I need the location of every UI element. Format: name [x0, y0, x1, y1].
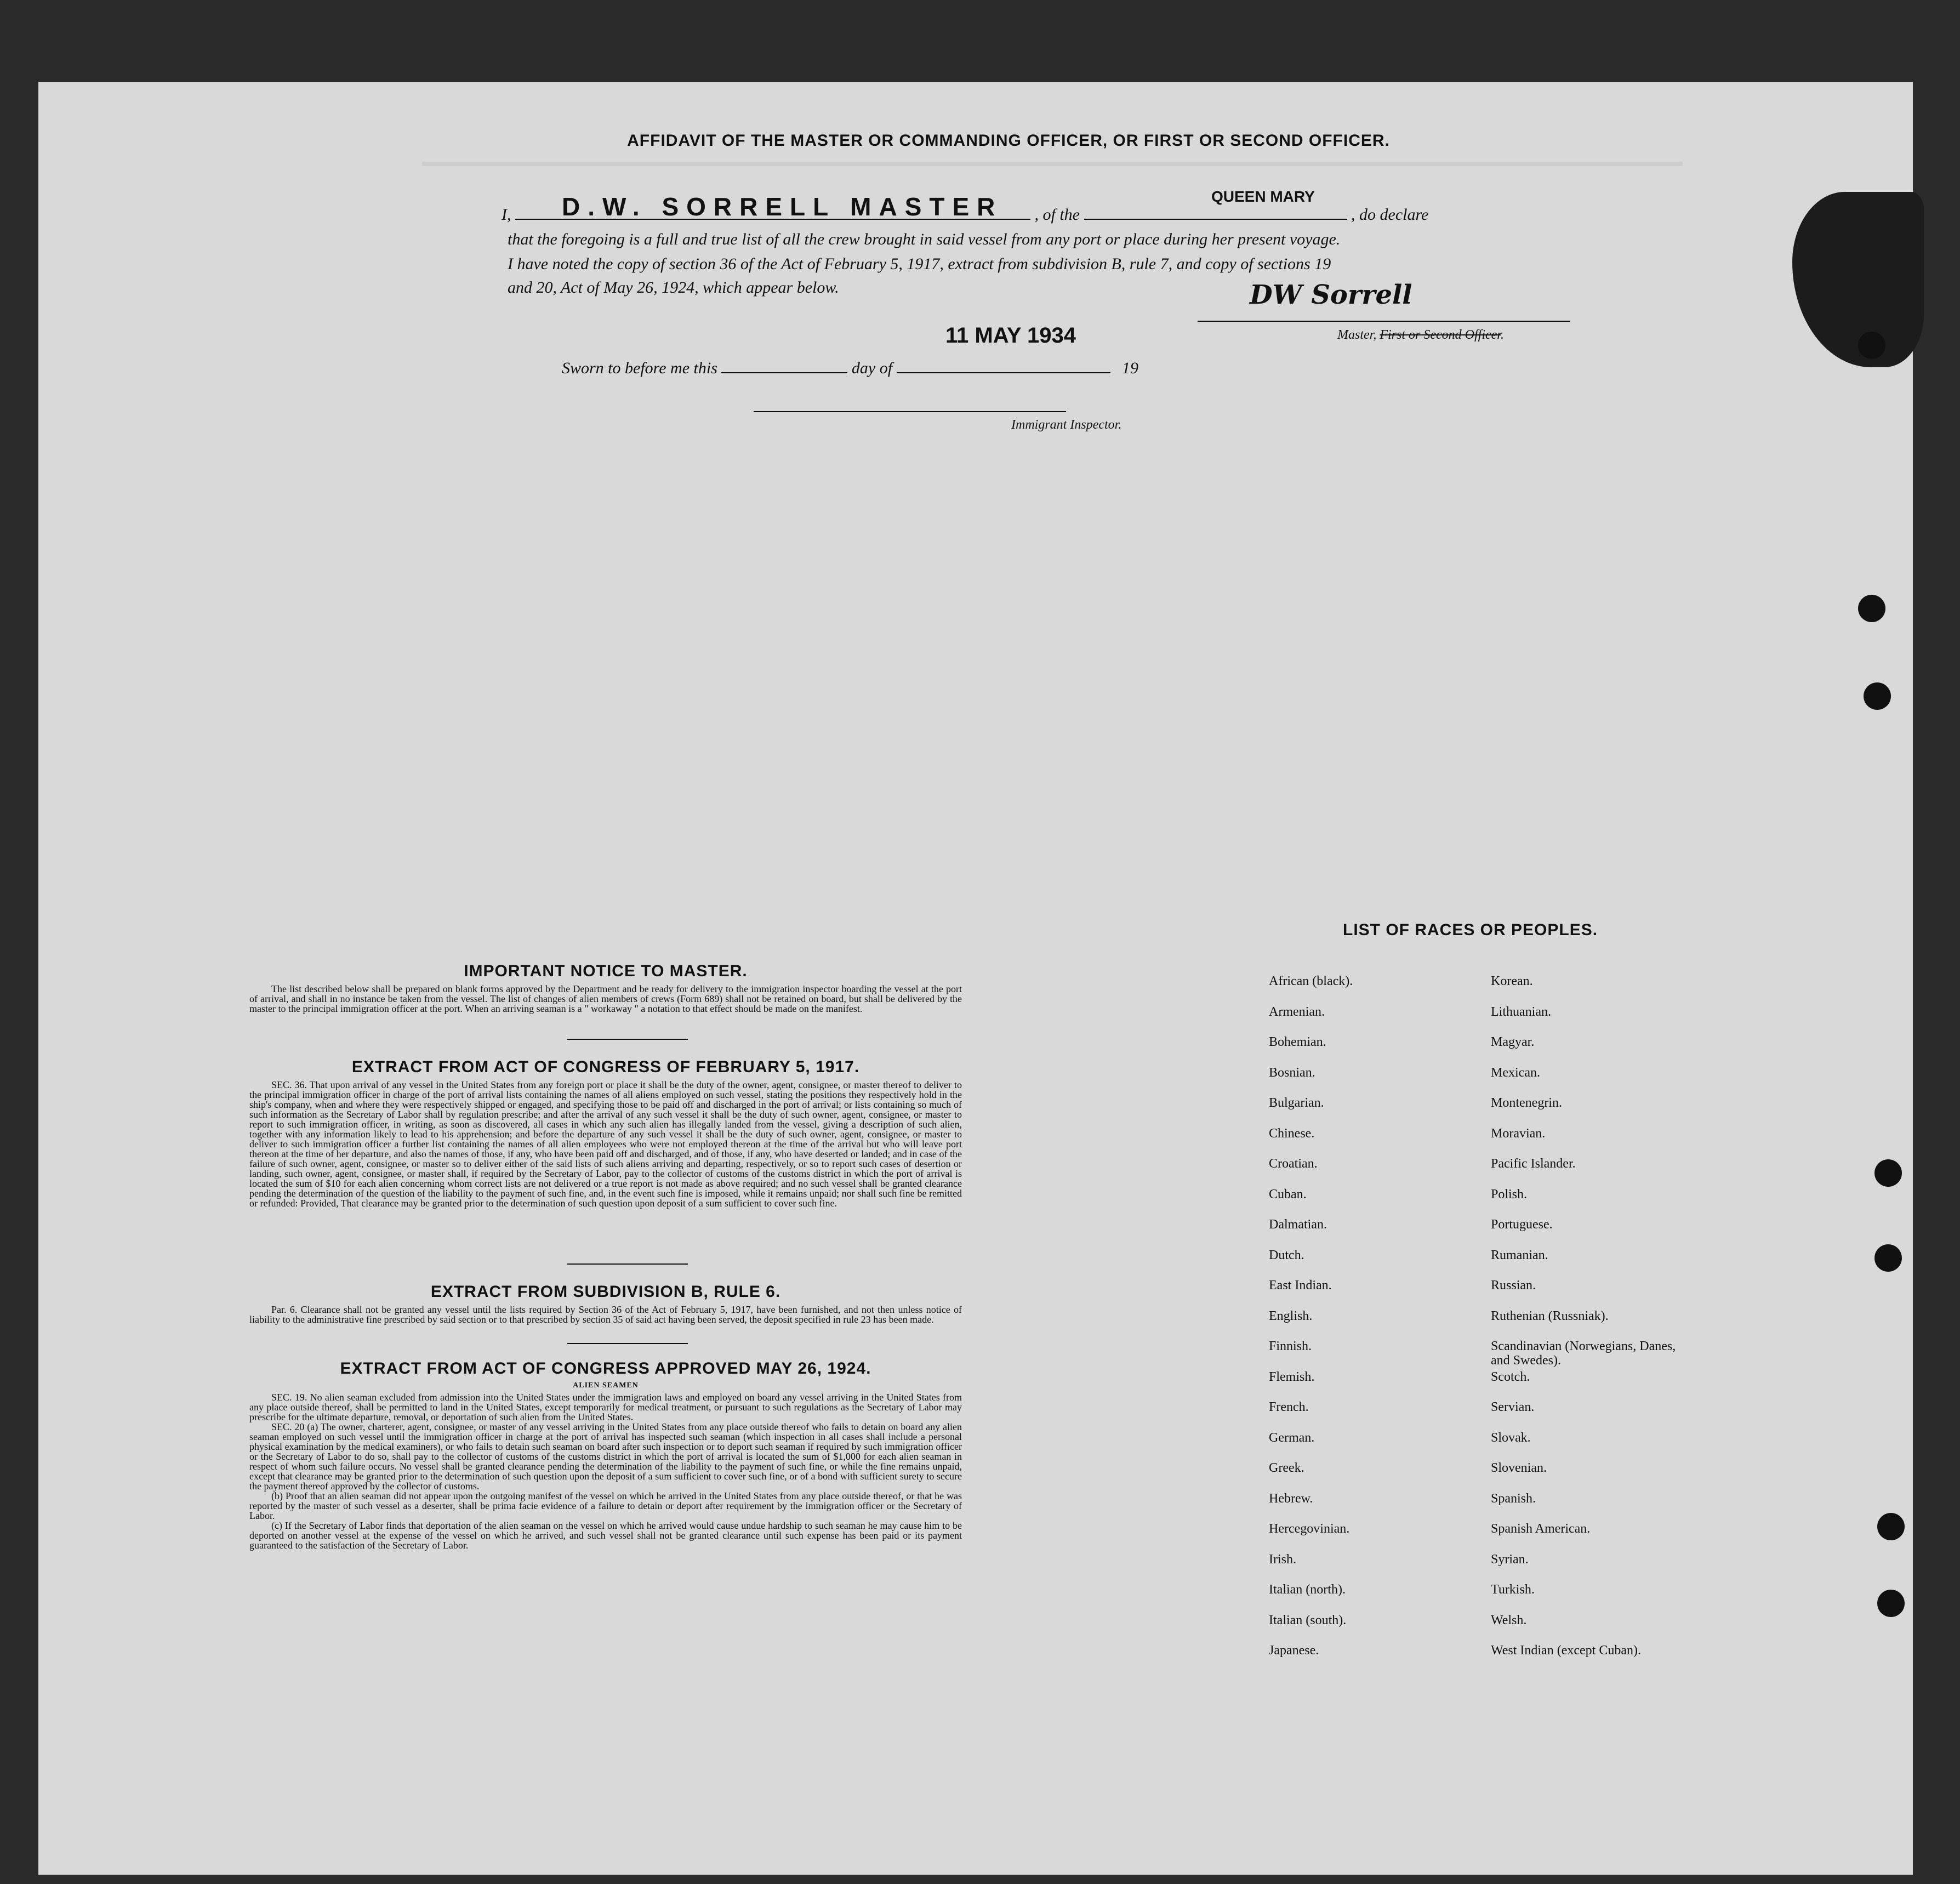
alien-seamen-caption: ALIEN SEAMEN [573, 1381, 639, 1390]
binder-hole [1874, 1159, 1902, 1187]
race-item: Montenegrin. [1491, 1096, 1562, 1110]
day-of-label: day of [851, 359, 893, 377]
races-title: LIST OF RACES OR PEOPLES. [1343, 921, 1598, 939]
race-item: Scandinavian (Norwegians, Danes, and Swedes). [1491, 1339, 1676, 1368]
extract-1917-title: EXTRACT FROM ACT OF CONGRESS OF FEBRUARY 5, 1917. [351, 1058, 860, 1076]
extract-1917-body [249, 1080, 962, 1208]
race-item: Russian. [1491, 1278, 1536, 1293]
race-item: Flemish. [1269, 1369, 1315, 1384]
document-sheet [38, 82, 1913, 1875]
race-item: East Indian. [1269, 1278, 1332, 1293]
bleed-through-marks [422, 153, 1683, 175]
race-item: Slovenian. [1491, 1461, 1547, 1475]
extract-1924-p3: (b) Proof that an alien seaman did not appear upon the outgoing manifest of the vessel on which he arrived in the United States from any place outside thereof, or that he was reported by the master of such vessel as a deserter, shall be prima facie evidence of a failure to detain or deport after requirement by the immigration officer or the Secretary of Labor. [249, 1490, 962, 1521]
i-label: I, [502, 206, 511, 224]
binder-hole [1858, 332, 1885, 359]
divider-1 [567, 1039, 688, 1040]
race-item: Moravian. [1491, 1126, 1546, 1141]
master-label: Master, [1337, 328, 1377, 342]
race-item: Syrian. [1491, 1552, 1529, 1567]
race-item: English. [1269, 1308, 1313, 1323]
signature-line [1198, 321, 1570, 322]
officer-struck: First or Second Officer [1380, 328, 1501, 342]
race-item: Korean. [1491, 974, 1533, 988]
sworn-month-blank [897, 372, 1110, 373]
race-item: Hebrew. [1269, 1491, 1313, 1506]
affidavit-title: AFFIDAVIT OF THE MASTER OR COMMANDING OFFICER, OR FIRST OR SECOND OFFICER. [627, 132, 1390, 150]
officer-period: . [1500, 328, 1504, 342]
rule6-body [249, 1305, 962, 1324]
race-item: Spanish. [1491, 1491, 1536, 1506]
divider-2 [567, 1263, 688, 1265]
race-item: Italian (south). [1269, 1613, 1347, 1627]
affidavit-line-3: I have noted the copy of section 36 of the Act of February 5, 1917, extract from subdivision B, rule 7, and copy of sections 19 [508, 255, 1331, 273]
sworn-day-blank [721, 372, 847, 373]
race-item: Pacific Islander. [1491, 1157, 1576, 1171]
race-item: Scotch. [1491, 1369, 1530, 1384]
race-item: Croatian. [1269, 1157, 1318, 1171]
binder-hole [1874, 1244, 1902, 1272]
race-item: Servian. [1491, 1400, 1535, 1414]
extract-1917-text: SEC. 36. That upon arrival of any vessel in the United States from any foreign port or place it shall be the duty of the owner, agent, consignee, or master thereof to deliver to the principal immigration officer in charge of the port of arrival lists containing the names of all aliens employed on such vessel, stating the positions they respectively hold in the ship's company, when and where they were respectively shipped or engaged, and specifying those to be paid off and discharged in the port of arrival; or lists containing so much of such information as the Secretary of Labor shall by regulation prescribe; and after the arrival of any such vessel it shall be the duty of such owner, agent, consignee, or master to report to such immigration officer, in writing, as soon as discovered, all cases in which any such alien has illegally landed from the vessel, giving a description of such alien, together with any information likely to lead to his apprehension; and before the departure of any such vessel it shall be the duty of such owner, agent, consignee, or master to deliver to such immigration officer a further list containing the names of all alien employees who were not employed thereon at the time of the arrival but who will leave port thereon at the time of her departure, and also the names of those, if any, who have been paid off and discharged, and of those, if any, who have deserted or landed; and in case of the failure of such owner, agent, consignee, or master so to deliver either of the said lists of such aliens arriving and departing, respectively, or so to report such cases of desertion or landing, such owner, agent, consignee, or master shall, if required by the Secretary of Labor, pay to the collector of customs of the customs district in which the port of arrival is located the sum of $10 for each alien concerning whom correct lists are not delivered or a true report is not made as above required; and no such vessel shall be granted clearance pending the determination of the question of the liability to the payment of such fine, and, in the event such fine is imposed, while it remains unpaid; nor shall such fine be remitted or refunded: Provided, That clearance may be granted prior to the determination of such question upon deposit of a sum sufficient to cover such fine. [249, 1079, 962, 1209]
race-item: Cuban. [1269, 1187, 1307, 1202]
divider-3 [567, 1343, 688, 1344]
race-item: French. [1269, 1400, 1309, 1414]
bleed-through-text [422, 153, 1683, 180]
notice-body [249, 984, 962, 1014]
race-item: Japanese. [1269, 1643, 1319, 1658]
extract-1924-title: EXTRACT FROM ACT OF CONGRESS APPROVED MAY 26, 1924. [340, 1359, 871, 1378]
vessel-name-blank [1084, 219, 1347, 220]
extract-1924-p2: SEC. 20 (a) The owner, charterer, agent, consignee, or master of any vessel arriving in the United States from any place outside thereof who fails to detain on board any alien seaman employed on such vessel until the immigration officer in charge at the port of arrival has inspected such seaman (which inspection in all cases shall include a personal physical examination by the medical examiners), or who fails to detain such seaman on board after such inspection or to deport such seaman if required by such immigration officer or the Secretary of Labor to do so, shall pay to the collector of customs of the customs district in which the port of arrival is located the sum of $1,000 for each alien seaman in respect of whom such failure occurs. No vessel shall be granted clearance pending the determination of the liability to the payment of such fine, or while the fine remains unpaid, except that clearance may be granted prior to the determination of such question upon the deposit of a sum sufficient to cover such fine, or of a bond with sufficient surety to secure the payment thereof approved by the collector of customs. [249, 1421, 962, 1492]
binder-hole [1864, 682, 1891, 710]
race-item: Mexican. [1491, 1065, 1540, 1080]
race-item: Bohemian. [1269, 1035, 1326, 1049]
race-item: Dalmatian. [1269, 1217, 1327, 1232]
extract-1924-p4: (c) If the Secretary of Labor finds that deportation of the alien seaman on the vessel on which he arrived would cause undue hardship to such seaman he may cause him to be deported on another vessel at the expense of the vessel on which he arrived, and such vessel shall not be granted clearance until such expense has been paid or its payment guaranteed to the satisfaction of the Secretary of Labor. [249, 1520, 962, 1551]
binder-hole [1877, 1590, 1905, 1617]
race-item: Irish. [1269, 1552, 1296, 1567]
race-item: Italian (north). [1269, 1583, 1346, 1597]
date-stamp: 11 MAY 1934 [945, 323, 1076, 348]
extract-1924-body [249, 1392, 962, 1550]
affidavit-line-4: and 20, Act of May 26, 1924, which appear below. [508, 278, 839, 297]
affidavit-line-2: that the foregoing is a full and true list of all the crew brought in said vessel from any port or place during her present voyage. [508, 230, 1341, 248]
race-item: Polish. [1491, 1187, 1528, 1202]
race-item: Dutch. [1269, 1248, 1304, 1262]
vessel-name: QUEEN MARY [1211, 188, 1315, 205]
year-label: 19 [1122, 359, 1139, 377]
master-title-label [1337, 328, 1504, 343]
race-item: Armenian. [1269, 1004, 1325, 1019]
race-item: Lithuanian. [1491, 1004, 1551, 1019]
race-item: Spanish American. [1491, 1522, 1591, 1536]
inspector-signature-line [754, 411, 1066, 412]
race-item: Bulgarian. [1269, 1096, 1324, 1110]
race-item: German. [1269, 1430, 1315, 1445]
notice-text: The list described below shall be prepared on blank forms approved by the Department and be ready for delivery to the immigration inspector boarding the vessel at the port of arrival, and shall in no instance be taken from the vessel. The list of changes of alien members of crews (Form 689) shall not be retained on board, but shall be delivered by the master to the principal immigration officer at the port. When an arriving seaman is a " workaway " a notation to that effect should be made on the manifest. [249, 983, 962, 1014]
race-item: Finnish. [1269, 1339, 1312, 1353]
race-item: Hercegovinian. [1269, 1522, 1350, 1536]
race-item: African (black). [1269, 974, 1353, 988]
race-item: Welsh. [1491, 1613, 1527, 1627]
race-item: Magyar. [1491, 1035, 1535, 1049]
master-signature: DW Sorrell [1250, 280, 1412, 310]
notice-title: IMPORTANT NOTICE TO MASTER. [464, 962, 748, 980]
rule6-text: Par. 6. Clearance shall not be granted any vessel until the lists required by Section 36 of the Act of February 5, 1917, have been furnished, and not then unless notice of liability to the administrative fine prescribed by said section or to that prescribed by section 35 of said act having been served, the deposit specified in rule 23 has been made. [249, 1304, 962, 1325]
do-declare-label: , do declare [1351, 206, 1429, 224]
race-item: Chinese. [1269, 1126, 1315, 1141]
race-item: Rumanian. [1491, 1248, 1548, 1262]
inspector-label: Immigrant Inspector. [1011, 418, 1122, 432]
master-name-handwritten: D.W. SORRELL MASTER [562, 192, 1003, 221]
sworn-line [562, 359, 1138, 378]
race-item: Slovak. [1491, 1430, 1531, 1445]
race-item: Bosnian. [1269, 1065, 1315, 1080]
sworn-label: Sworn to before me this [562, 359, 717, 377]
binder-hole [1858, 595, 1885, 622]
race-item: Ruthenian (Russniak). [1491, 1308, 1609, 1323]
extract-1924-p1: SEC. 19. No alien seaman excluded from admission into the United States under the immigration laws and employed on board any vessel arriving in the United States from any place outside thereof, shall be permitted to land in the United States, except temporarily for medical treatment, or pursuant to such regulations as the Secretary of Labor may prescribe for the ultimate departure, removal, or deportation of such alien from the United States. [249, 1392, 962, 1422]
race-item: West Indian (except Cuban). [1491, 1643, 1641, 1658]
of-the-label: , of the [1034, 206, 1080, 224]
binder-hole [1877, 1513, 1905, 1540]
race-item: Greek. [1269, 1461, 1304, 1475]
rule6-title: EXTRACT FROM SUBDIVISION B, RULE 6. [430, 1283, 781, 1301]
race-item: Turkish. [1491, 1583, 1535, 1597]
race-item: Portuguese. [1491, 1217, 1553, 1232]
